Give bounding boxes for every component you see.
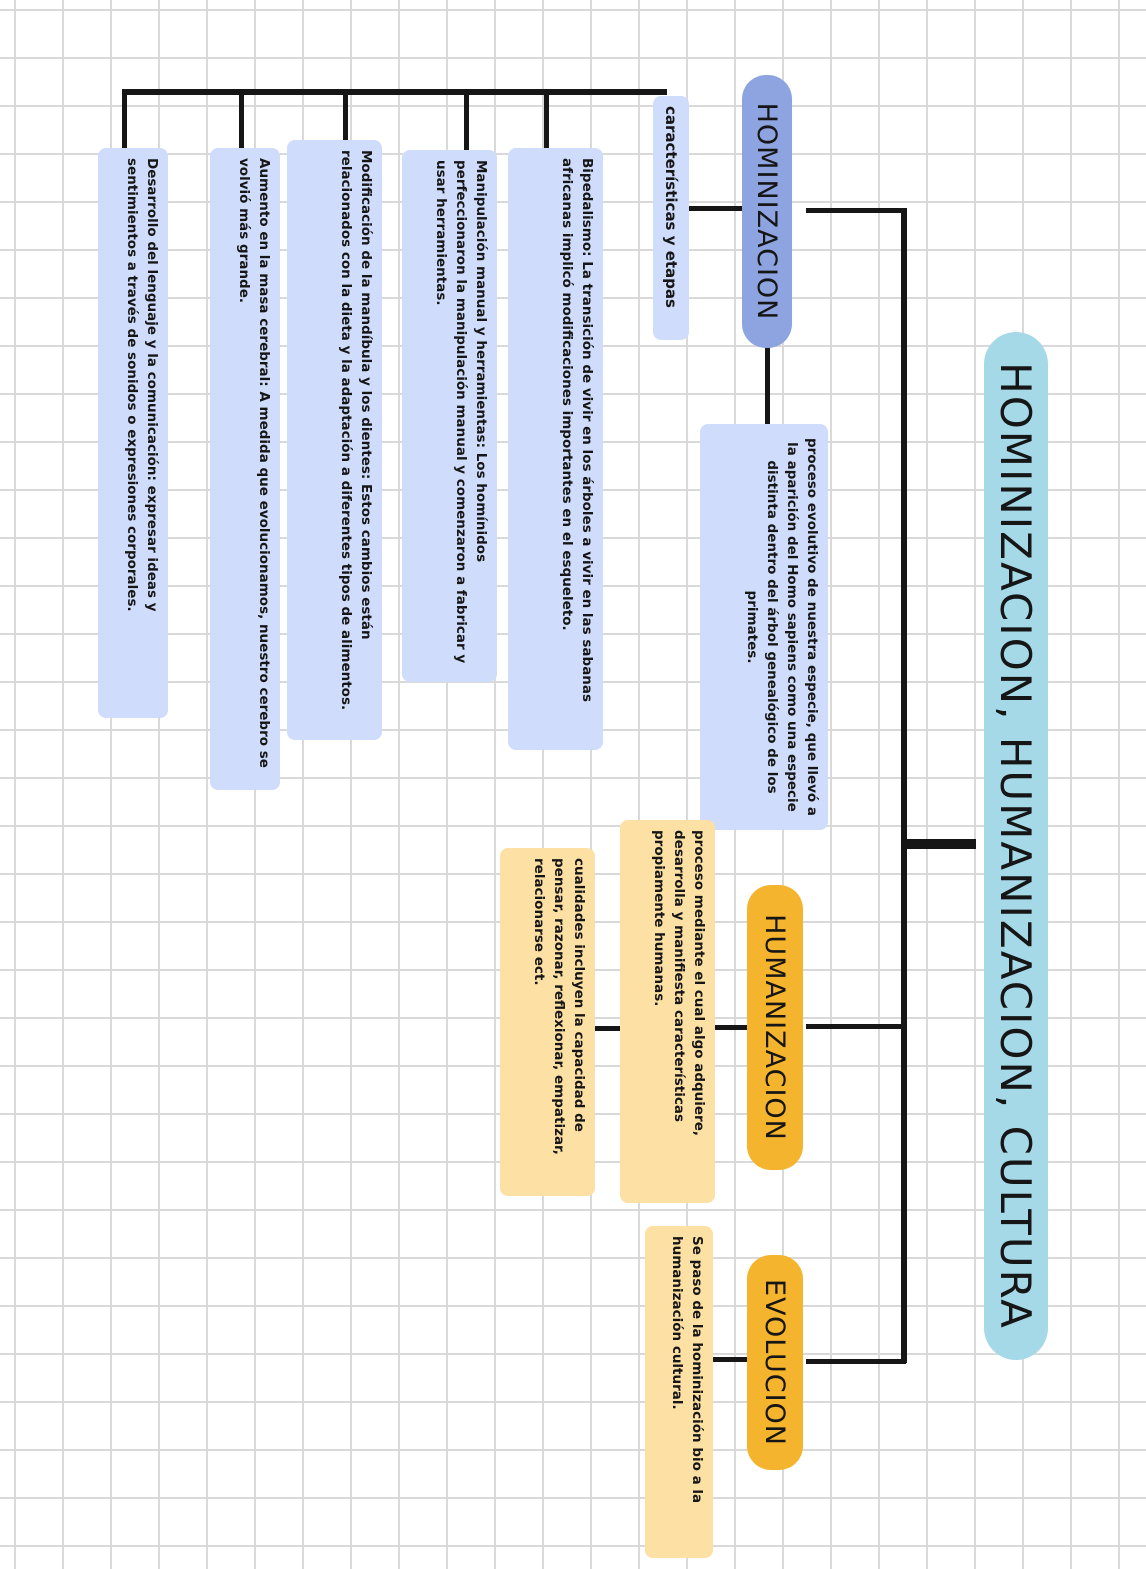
humanizacion-qualities: cualidades incluyen la capacidad de pensar, razonar, reflexionar, empatizar, relacionarse ect.: [500, 848, 595, 1196]
hominizacion-connector: [806, 208, 906, 213]
qualities-connector: [590, 1026, 624, 1031]
stage-item-bipedalismo: Bipedalismo: La transición de vivir en los árboles a vivir en las sabanas africanas implicó modificaciones importantes en el esqueleto.: [508, 148, 603, 750]
hominizacion-node: [742, 75, 792, 348]
humanizacion-definition: proceso mediante el cual algo adquiere, desarrolla y manifiesta características propiamente humanas.: [620, 820, 715, 1203]
trunk-line: [901, 208, 907, 1363]
map-title-text: HOMINIZACION, HUMANIZACION, CULTURA: [984, 332, 1048, 1360]
humanizacion-connector: [806, 1024, 906, 1029]
stage-connector-5: [122, 92, 127, 152]
evolucion-label: EVOLUCION: [747, 1255, 803, 1470]
stage-connector-3: [343, 92, 348, 140]
stages-bar: [122, 89, 667, 95]
humanizacion-definition-connector: [710, 1025, 750, 1030]
title-connector: [904, 839, 976, 849]
stage-item-mandibula: Modificación de la mandíbula y los dientes: Estos cambios están relacionados con la dieta y la adaptación a diferentes tipos de alimentos.: [287, 140, 382, 740]
map-title: [984, 332, 1048, 1360]
evolucion-definition-connector: [712, 1357, 748, 1362]
stage-item-lenguaje: Desarrollo del lenguaje y la comunicación: expresar ideas y sentimientos a través de sonidos o expresiones corporales.: [98, 148, 168, 718]
humanizacion-label: HUMANIZACION: [747, 885, 803, 1170]
stage-item-manipulacion: Manipulación manual y herramientas: Los homínidos perfeccionaron la manipulación manual y comenzaron a fabricar y usar herramientas.: [402, 150, 497, 682]
evolucion-node: [747, 1255, 803, 1470]
hominizacion-definition: proceso evolutivo de nuestra especie, que llevó a la aparición del Homo sapiens como una especie distinta dentro del árbol genealógico de los primates.: [700, 424, 828, 830]
hominizacion-label: HOMINIZACION: [742, 75, 792, 348]
hominizacion-subheading: características y etapas: [653, 96, 689, 340]
humanizacion-node: [747, 885, 803, 1170]
stage-connector-1: [544, 92, 549, 152]
stage-item-masa-cerebral: Aumento en la masa cerebral: A medida que evolucionamos, nuestro cerebro se volvió más grande.: [210, 148, 280, 790]
subheading-connector: [688, 206, 744, 211]
evolucion-definition: Se paso de la hominización bio a la humanización cultural.: [645, 1226, 713, 1558]
hominizacion-definition-connector: [765, 340, 770, 428]
stage-connector-2: [464, 92, 469, 152]
stage-connector-4: [239, 92, 244, 152]
evolucion-connector: [806, 1359, 906, 1364]
